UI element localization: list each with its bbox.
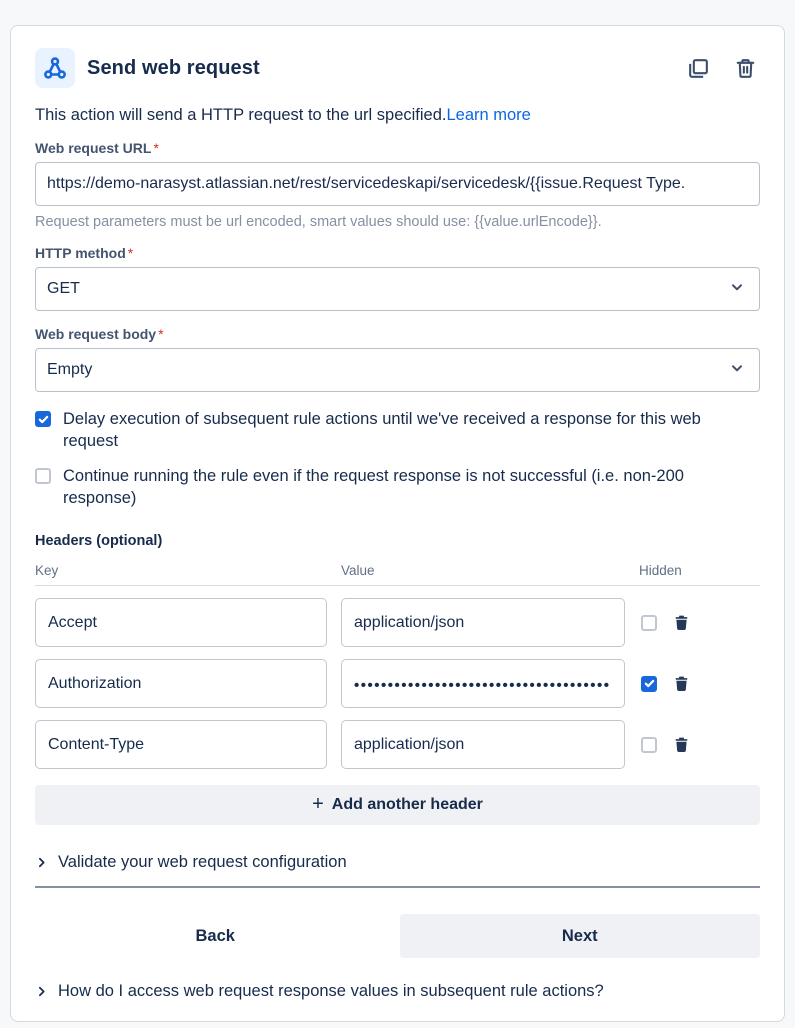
- headers-column-row: [35, 563, 760, 586]
- header-row-controls: [639, 736, 760, 753]
- chevron-right-icon: [35, 985, 48, 998]
- validate-configuration-label: Validate your web request configuration: [58, 853, 347, 872]
- body-field-label: Web request body *: [35, 326, 164, 342]
- hidden-checkbox[interactable]: [641, 615, 657, 631]
- response-values-help-label: How do I access web request response values in subsequent rule actions?: [58, 982, 604, 1001]
- header-value-input[interactable]: [341, 598, 625, 647]
- hidden-checkbox[interactable]: [641, 676, 657, 692]
- continue-rule-label: Continue running the rule even if the request response is not successful (i.e. non-200 response): [63, 466, 684, 507]
- continue-rule-checkbox[interactable]: [35, 468, 51, 484]
- column-header-key: Key: [35, 563, 59, 579]
- header-key-input[interactable]: [35, 720, 327, 769]
- delay-execution-option: [35, 408, 760, 453]
- panel-description: [35, 106, 760, 125]
- headers-section-title: Headers (optional): [35, 533, 163, 550]
- delay-execution-checkbox[interactable]: [35, 411, 51, 427]
- header-row: [35, 720, 760, 769]
- panel-title: Send web request: [87, 56, 260, 79]
- header-row-controls: [639, 675, 760, 692]
- url-input[interactable]: [35, 162, 760, 206]
- header-value-input[interactable]: [341, 720, 625, 769]
- delete-icon[interactable]: [731, 54, 760, 83]
- validate-configuration-expander[interactable]: [35, 853, 760, 888]
- request-body-select[interactable]: [35, 348, 760, 392]
- add-another-header-label: Add another header: [331, 796, 483, 814]
- duplicate-icon[interactable]: [684, 54, 713, 83]
- header-row: [35, 659, 760, 708]
- column-header-hidden: Hidden: [639, 563, 682, 579]
- header-key-input[interactable]: [35, 659, 327, 708]
- footer-buttons: [35, 914, 760, 958]
- required-marker: *: [153, 140, 159, 156]
- delete-header-icon[interactable]: [673, 675, 690, 692]
- next-button[interactable]: Next: [400, 914, 761, 958]
- description-text: This action will send a HTTP request to the url specified.: [35, 106, 447, 124]
- plus-icon: +: [312, 792, 324, 815]
- column-header-value: Value: [341, 563, 375, 579]
- delay-execution-label: Delay execution of subsequent rule actions until we've received a response for this web request: [63, 410, 701, 451]
- header-row: [35, 598, 760, 647]
- method-field-label: HTTP method *: [35, 245, 134, 261]
- http-method-value: GET: [47, 280, 80, 297]
- header-value-input-masked[interactable]: [341, 659, 625, 708]
- delete-header-icon[interactable]: [673, 736, 690, 753]
- add-another-header-button[interactable]: [35, 785, 760, 825]
- back-button[interactable]: Back: [35, 914, 396, 958]
- delete-header-icon[interactable]: [673, 614, 690, 631]
- header-key-input[interactable]: [35, 598, 327, 647]
- send-web-request-panel: [10, 25, 785, 1022]
- panel-header: [35, 48, 760, 88]
- header-actions: [684, 54, 760, 83]
- chevron-down-icon: [729, 360, 745, 381]
- required-marker: *: [158, 326, 164, 342]
- chevron-right-icon: [35, 856, 48, 869]
- hidden-checkbox[interactable]: [641, 737, 657, 753]
- http-method-select[interactable]: [35, 267, 760, 311]
- continue-rule-option: [35, 465, 760, 510]
- request-body-value: Empty: [47, 361, 93, 378]
- chevron-down-icon: [729, 279, 745, 300]
- url-field-label: Web request URL *: [35, 140, 159, 156]
- header-row-controls: [639, 614, 760, 631]
- webhook-icon: [35, 48, 75, 88]
- response-values-help-expander[interactable]: [35, 982, 760, 1001]
- learn-more-link[interactable]: Learn more: [446, 106, 531, 124]
- required-marker: *: [127, 245, 134, 261]
- url-helper-text: Request parameters must be url encoded, smart values should use: {{value.urlEncode}}.: [35, 214, 602, 230]
